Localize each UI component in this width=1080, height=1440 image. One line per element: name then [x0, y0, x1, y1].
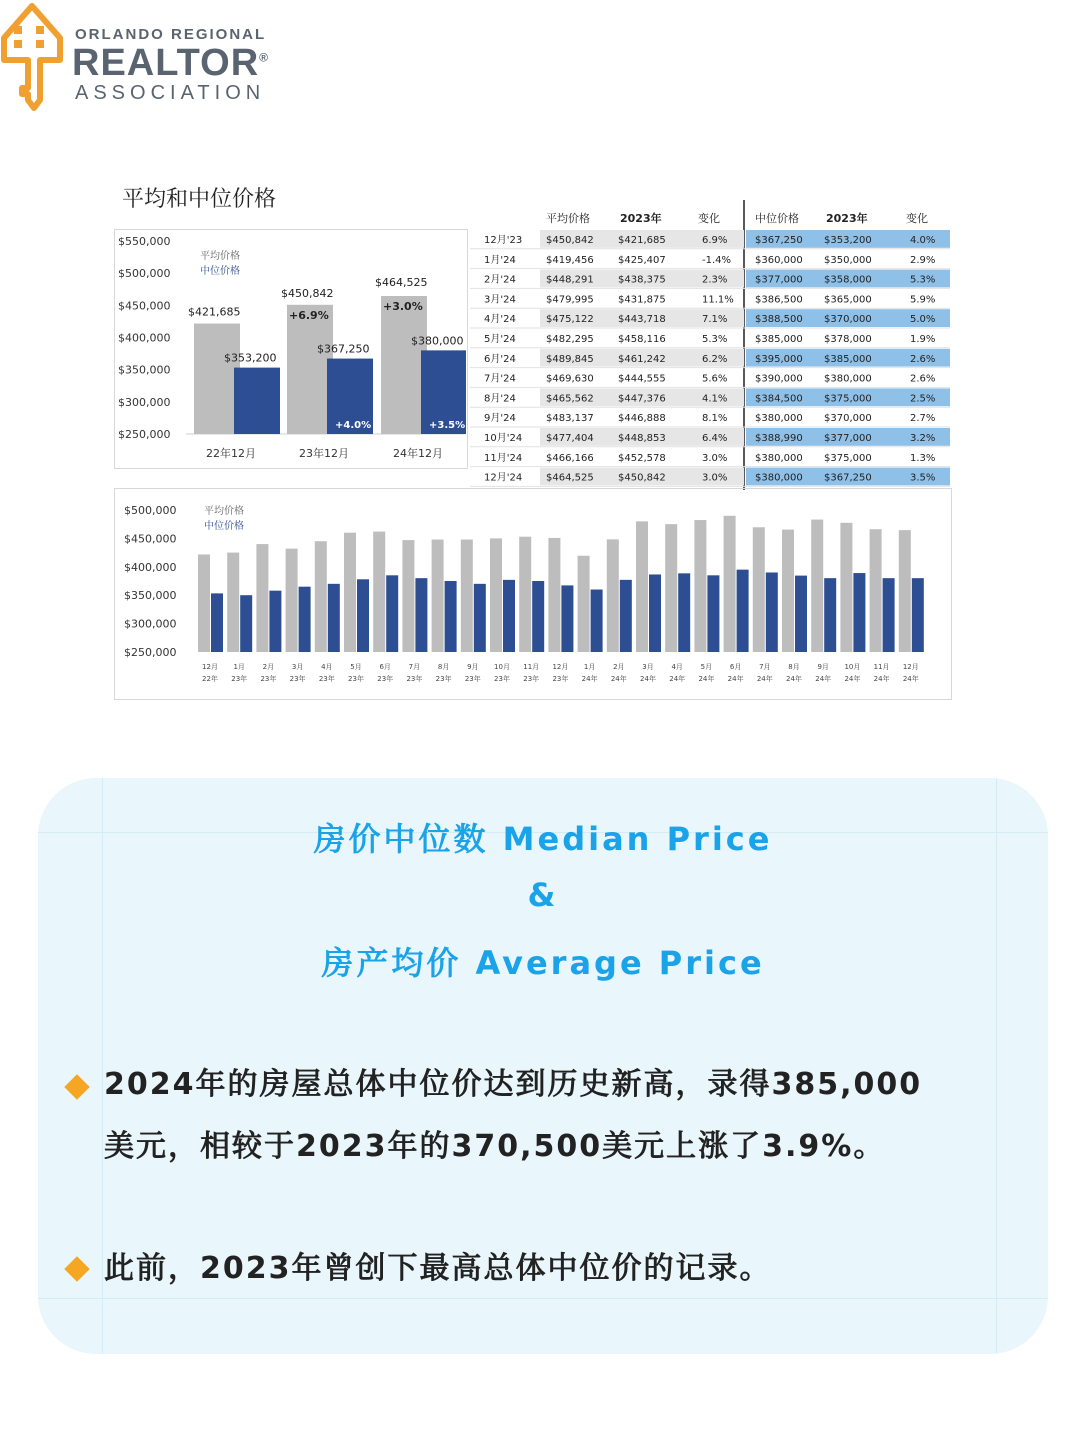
table-cell: $469,630 [546, 373, 594, 385]
table-cell: $375,000 [824, 452, 872, 464]
logo [0, 0, 290, 115]
x-category-label: 22年12月 [206, 447, 256, 460]
table-cell: $375,000 [824, 393, 872, 405]
bullet-text-1: 2024年的房屋总体中位价达到历史新高，录得385,000 美元，相较于2023年的370,500美元上涨了3.9%。 [104, 1067, 923, 1164]
x-tick-year: 23年 [289, 675, 306, 683]
logo-text-orlando-regional: ORLANDO REGIONAL [75, 26, 267, 43]
bar-median [211, 593, 223, 652]
table-cell: 1.3% [910, 452, 936, 464]
data-label-average: $450,842 [281, 286, 334, 300]
table-cell: $443,718 [618, 314, 666, 326]
x-tick-month: 4月 [671, 663, 683, 671]
bar-median [883, 578, 895, 652]
x-tick-year: 23年 [406, 675, 423, 683]
bar-median [853, 573, 865, 652]
bar-median [766, 572, 778, 652]
table-cell: $448,853 [618, 433, 666, 444]
bar-median [678, 573, 690, 652]
table-cell: $482,295 [546, 334, 594, 345]
table-cell: $438,375 [618, 274, 666, 286]
bar-average [870, 529, 882, 652]
bar-median [561, 585, 573, 652]
table-row-label: 9月'24 [484, 413, 516, 425]
table-cell: $370,000 [824, 413, 872, 425]
table-cell: 7.1% [702, 314, 728, 326]
table-cell: 6.9% [702, 235, 728, 246]
table-cell: 5.6% [702, 373, 728, 385]
x-tick-year: 23年 [464, 675, 481, 683]
change-label-median: +3.5% [429, 420, 466, 431]
x-category-label: 23年12月 [299, 447, 349, 460]
table-cell: 3.2% [910, 433, 936, 444]
table-cell: $466,166 [546, 452, 594, 464]
bar-average [899, 530, 911, 652]
table-cell: $380,000 [755, 452, 803, 464]
x-tick-year: 24年 [844, 675, 861, 683]
y-tick-label: $400,000 [124, 560, 177, 574]
table-cell: $370,000 [824, 314, 872, 326]
bar-average [198, 554, 210, 652]
table-cell: $386,500 [755, 294, 803, 306]
bar-average [194, 324, 240, 434]
table-cell: $380,000 [755, 472, 803, 484]
y-tick-label: $400,000 [118, 331, 171, 345]
bar-average [782, 530, 794, 652]
table-cell: $479,995 [546, 294, 594, 306]
table-cell: 5.9% [910, 294, 936, 306]
bar-average [402, 540, 414, 652]
table-cell: $380,000 [824, 373, 872, 385]
table-row-label: 6月'24 [484, 353, 516, 365]
y-tick-label: $350,000 [118, 363, 171, 377]
y-tick-label: $550,000 [118, 235, 171, 248]
x-tick-month: 12月 [202, 663, 218, 671]
table-cell: $367,250 [755, 235, 803, 246]
change-label-average: +6.9% [289, 308, 329, 322]
x-tick-year: 23年 [318, 675, 335, 683]
table-cell: $388,990 [755, 433, 803, 444]
y-tick-label: $300,000 [118, 395, 171, 409]
x-tick-month: 2月 [262, 663, 275, 671]
data-label-median: $367,250 [317, 342, 370, 356]
bar-median [415, 578, 427, 652]
x-tick-month: 9月 [467, 663, 479, 671]
x-tick-month: 8月 [437, 663, 450, 671]
x-category-label: 24年12月 [393, 447, 443, 460]
table-row-label: 2月'24 [484, 274, 516, 286]
bar-median [649, 574, 661, 652]
table-cell: $384,500 [755, 393, 803, 405]
bar-median [386, 575, 398, 652]
x-tick-year: 24年 [698, 675, 715, 683]
data-label-median: $353,200 [224, 351, 277, 365]
bar-median [445, 581, 457, 652]
table-cell: -1.4% [702, 254, 732, 266]
bar-average [665, 524, 677, 652]
bar-median [707, 575, 719, 652]
table-row-label: 12月'23 [484, 235, 523, 246]
table-cell: $425,407 [618, 254, 666, 266]
table-cell: 4.1% [702, 393, 728, 405]
bar-average [344, 533, 356, 652]
x-tick-year: 23年 [523, 675, 540, 683]
bar-median [299, 587, 311, 652]
bar-average [607, 539, 619, 652]
x-tick-year: 24年 [581, 675, 598, 683]
table-cell: $458,116 [618, 334, 666, 345]
table-cell: $360,000 [755, 254, 803, 266]
table-cell: 8.1% [702, 413, 728, 425]
x-tick-year: 24年 [756, 675, 773, 683]
legend-average: 平均价格 [204, 506, 244, 517]
bar-median [912, 578, 924, 652]
table-cell: 5.3% [702, 334, 728, 345]
legend-average: 平均价格 [200, 251, 240, 262]
y-tick-label: $450,000 [124, 532, 177, 546]
table-cell: 2.6% [910, 353, 936, 365]
table-cell: 6.4% [702, 433, 728, 444]
x-tick-year: 24年 [815, 675, 832, 683]
x-tick-month: 12月 [902, 663, 919, 671]
table-cell: $489,845 [546, 353, 594, 365]
data-label-median: $380,000 [411, 334, 464, 348]
table-cell: $385,000 [824, 353, 872, 365]
bar-average [724, 516, 736, 652]
bar-median [591, 590, 603, 652]
bar-average [753, 527, 765, 652]
change-label-average: +3.0% [383, 299, 423, 313]
bar-average [840, 523, 852, 652]
bar-average [286, 549, 298, 652]
table-row-label: 4月'24 [484, 314, 516, 326]
x-tick-year: 24年 [640, 675, 656, 683]
x-tick-month: 10月 [844, 663, 861, 671]
house-key-icon [0, 0, 70, 112]
bar-average [548, 538, 560, 652]
x-tick-year: 23年 [494, 675, 510, 683]
price-table-grid [470, 200, 960, 490]
bar-average [287, 305, 333, 434]
bar-average [315, 541, 327, 652]
monthly-price-table [470, 200, 960, 490]
x-tick-month: 11月 [873, 663, 890, 671]
table-cell: 2.3% [702, 274, 728, 286]
x-tick-month: 1月 [233, 663, 245, 671]
legend-median: 中位价格 [200, 266, 240, 277]
x-tick-year: 23年 [260, 675, 277, 683]
table-cell: $421,685 [618, 235, 666, 246]
bar-average [490, 538, 502, 652]
x-tick-month: 11月 [523, 663, 540, 671]
table-cell: 2.6% [910, 373, 936, 385]
table-cell: $444,555 [618, 373, 666, 385]
bar-average [432, 540, 444, 652]
table-row-label: 12月'24 [484, 472, 523, 484]
y-tick-label: $500,000 [124, 504, 177, 517]
bullet-diamond-icon [64, 1256, 89, 1281]
table-cell: 3.0% [702, 472, 728, 484]
bar-average [811, 520, 823, 652]
x-tick-year: 23年 [552, 675, 569, 683]
y-tick-label: $500,000 [118, 267, 171, 281]
table-cell: $431,875 [618, 294, 666, 306]
table-cell: $477,404 [546, 433, 594, 444]
table-cell: $465,562 [546, 393, 594, 405]
table-cell: $395,000 [755, 353, 803, 365]
x-tick-year: 24年 [873, 675, 890, 683]
table-row-label: 5月'24 [484, 334, 516, 345]
table-cell: $447,376 [618, 393, 666, 405]
table-cell: $377,000 [755, 274, 803, 286]
x-tick-year: 24年 [727, 675, 744, 683]
table-cell: $450,842 [618, 472, 666, 484]
y-tick-label: $300,000 [124, 617, 177, 631]
x-tick-month: 8月 [788, 663, 800, 671]
chart-title: 平均和中位价格 [122, 187, 277, 212]
table-cell: 2.7% [910, 413, 936, 425]
bar-average [578, 556, 590, 652]
bar-median [240, 595, 252, 652]
x-tick-month: 2月 [613, 663, 625, 671]
bar-median [532, 581, 544, 652]
table-cell: $483,137 [546, 413, 594, 425]
table-cell: $385,000 [755, 334, 803, 345]
table-cell: 2.5% [910, 393, 936, 405]
x-tick-month: 3月 [291, 663, 304, 671]
y-tick-label: $450,000 [118, 299, 171, 313]
table-cell: 5.0% [910, 314, 936, 326]
panel-title-ampersand: & [527, 876, 559, 914]
table-cell: $377,000 [824, 433, 872, 444]
table-header: 中位价格 [755, 212, 799, 225]
bar-average [694, 520, 706, 652]
table-cell: $390,000 [755, 373, 803, 385]
table-cell: $350,000 [824, 254, 872, 266]
x-tick-month: 12月 [552, 663, 569, 671]
bar-average [636, 521, 648, 652]
x-tick-month: 4月 [321, 663, 333, 671]
x-tick-month: 3月 [642, 663, 654, 671]
legend-median: 中位价格 [204, 521, 244, 532]
x-tick-year: 24年 [610, 675, 627, 683]
table-header: 变化 [906, 212, 928, 225]
x-tick-month: 7月 [408, 663, 421, 671]
y-tick-label: $250,000 [124, 646, 177, 659]
data-label-average: $464,525 [375, 275, 428, 289]
table-cell: $464,525 [546, 472, 594, 484]
x-tick-year: 23年 [377, 675, 394, 683]
x-tick-month: 6月 [729, 663, 742, 671]
table-header: 2023年 [826, 212, 868, 225]
bar-average [381, 296, 427, 434]
table-cell: $419,456 [546, 254, 594, 266]
monthly-price-bar-chart [114, 488, 950, 698]
table-cell: $475,122 [546, 314, 594, 326]
bar-median [269, 591, 281, 652]
x-tick-month: 5月 [700, 663, 713, 671]
bar-median [328, 584, 340, 652]
table-cell: 2.9% [910, 254, 936, 266]
bar-median [474, 584, 486, 652]
table-cell: $452,578 [618, 452, 666, 464]
summary-panel [38, 778, 1048, 1354]
x-tick-month: 10月 [494, 663, 510, 671]
x-tick-month: 9月 [817, 663, 829, 671]
table-cell: 11.1% [702, 294, 734, 306]
annual-price-bar-chart [114, 229, 466, 467]
bullet-diamond-icon [64, 1074, 89, 1099]
table-cell: $378,000 [824, 334, 872, 345]
bar-median [503, 580, 515, 652]
panel-title-average: 房产均价 Average Price [321, 944, 765, 982]
x-tick-year: 24年 [669, 675, 686, 683]
table-cell: $358,000 [824, 274, 872, 286]
table-cell: $380,000 [755, 413, 803, 425]
table-row-label: 1月'24 [484, 254, 516, 266]
x-tick-year: 24年 [786, 675, 802, 683]
x-tick-year: 22年 [202, 675, 218, 683]
table-header: 平均价格 [546, 212, 590, 225]
bar-median [357, 579, 369, 652]
table-row-label: 10月'24 [484, 433, 523, 444]
table-header: 变化 [698, 212, 720, 225]
bar-median [824, 578, 836, 652]
table-cell: $450,842 [546, 235, 594, 246]
table-row-label: 11月'24 [484, 452, 523, 464]
table-cell: $448,291 [546, 274, 594, 286]
logo-text-association: ASSOCIATION [75, 82, 266, 104]
x-tick-month: 1月 [583, 663, 596, 671]
table-cell: $446,888 [618, 413, 666, 425]
logo-text-realtor: REALTOR® [72, 42, 269, 84]
bullet-text-2: 此前，2023年曾创下最高总体中位价的记录。 [104, 1251, 772, 1286]
y-tick-label: $250,000 [118, 428, 171, 441]
table-cell: $353,200 [824, 235, 872, 246]
bar-average [461, 540, 473, 652]
table-cell: $388,500 [755, 314, 803, 326]
x-tick-month: 5月 [350, 663, 362, 671]
bar-median [795, 576, 807, 652]
x-tick-year: 23年 [231, 675, 248, 683]
table-cell: 3.5% [910, 472, 936, 484]
x-tick-year: 24年 [902, 675, 919, 683]
table-cell: 1.9% [910, 334, 936, 345]
bar-average [227, 553, 239, 652]
x-tick-year: 23年 [435, 675, 452, 683]
change-label-median: +4.0% [335, 420, 372, 431]
bar-median [737, 570, 749, 652]
x-tick-month: 7月 [759, 663, 771, 671]
x-tick-year: 23年 [348, 675, 364, 683]
bar-average [256, 544, 268, 652]
data-label-average: $421,685 [188, 305, 241, 319]
table-row-label: 7月'24 [484, 373, 516, 385]
panel-title-median: 房价中位数 Median Price [313, 820, 773, 858]
table-cell: 4.0% [910, 235, 936, 246]
y-tick-label: $350,000 [124, 589, 177, 603]
table-cell: $367,250 [824, 472, 872, 484]
table-row-label: 8月'24 [484, 393, 516, 405]
table-cell: 6.2% [702, 353, 728, 365]
bar-median [234, 368, 280, 434]
table-row-label: 3月'24 [484, 294, 516, 306]
table-cell: 5.3% [910, 274, 936, 286]
bar-average [519, 537, 531, 652]
bar-average [373, 532, 385, 652]
table-cell: $365,000 [824, 294, 872, 306]
bar-median [620, 580, 632, 652]
table-cell: 3.0% [702, 452, 728, 464]
table-header: 2023年 [620, 212, 662, 225]
table-cell: $461,242 [618, 353, 666, 365]
x-tick-month: 6月 [379, 663, 391, 671]
